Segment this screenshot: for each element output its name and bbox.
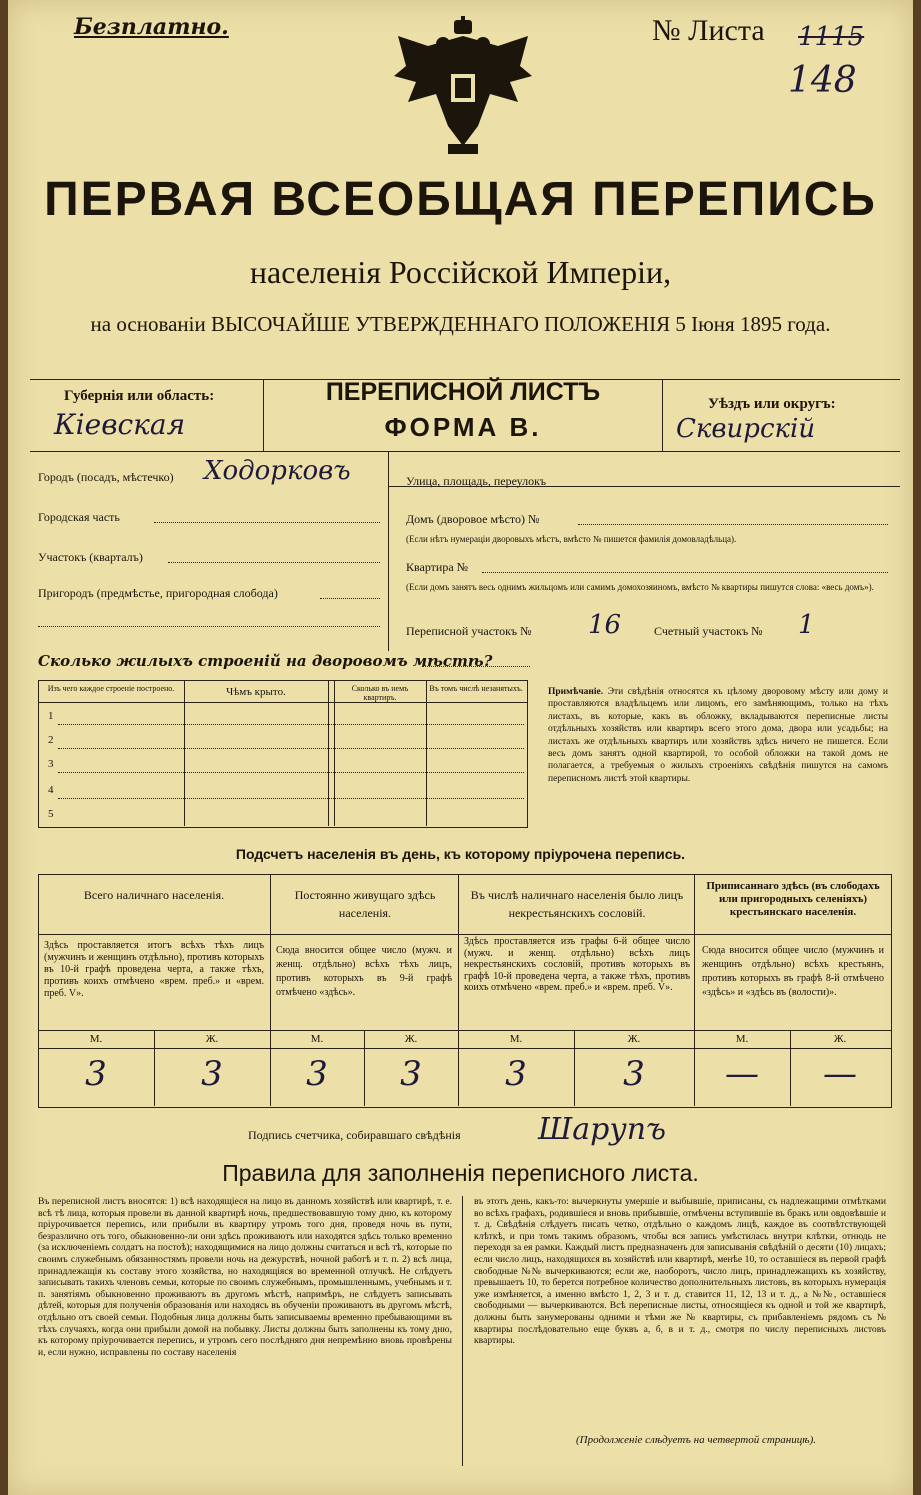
col-header: Сколько въ немъ квартиръ. <box>351 684 409 702</box>
m-label: М. <box>735 1033 749 1045</box>
form-label: ФОРМА В. <box>384 412 542 442</box>
f-label: Ж. <box>404 1033 418 1045</box>
city-part-label: Городская часть <box>38 510 120 524</box>
note-block <box>548 686 888 785</box>
house-note: (Если нѣтъ нумераціи дворовыхъ мѣстъ, вмѣсто № пишется фамилія домовладѣльца). <box>406 534 737 544</box>
population-heading: Подсчетъ населенія въ день, къ которому пріурочена перепись. <box>235 846 686 862</box>
divider <box>662 379 663 451</box>
col-header: Въ томъ числѣ незанятыхъ. <box>429 684 523 693</box>
double-headed-eagle-emblem <box>388 16 538 166</box>
sheet-title: ПЕРЕПИСНОЙ ЛИСТЪ <box>325 378 601 406</box>
gubernia-value: Кіевская <box>54 408 186 441</box>
row-number: 5 <box>48 808 54 820</box>
house-label: Домъ (дворовое мѣсто) № <box>406 512 540 526</box>
city-label: Городъ (посадъ, мѣстечко) <box>38 470 174 484</box>
rule <box>38 1030 891 1031</box>
count-value: 3 <box>623 1054 645 1094</box>
dot-line <box>422 666 530 667</box>
count-value: 3 <box>85 1054 107 1094</box>
dot-line <box>58 724 524 725</box>
dot-line <box>38 626 380 627</box>
sheet-no-struck: 1115 <box>798 22 865 52</box>
count-value: 3 <box>505 1054 527 1094</box>
free-label: Безплатно. <box>74 14 229 40</box>
street-label: Улица, площадь, переулокъ <box>406 474 547 488</box>
count-value: — <box>823 1054 857 1094</box>
rule <box>38 934 891 935</box>
rule <box>38 1048 891 1049</box>
city-value: Ходорковъ <box>204 456 351 486</box>
census-district-value: 16 <box>588 610 622 640</box>
row-number: 2 <box>48 734 54 746</box>
count-district-value: 1 <box>798 610 815 640</box>
dot-line <box>154 522 380 523</box>
f-label: Ж. <box>627 1033 641 1045</box>
sheet-no-label: № Листа <box>652 14 765 47</box>
count-district-label: Счетный участокъ № <box>654 624 763 638</box>
signature-value: Шарупъ <box>538 1112 667 1147</box>
title-sub: населенія Россійской Имперіи, <box>249 254 672 290</box>
count-value: 3 <box>306 1054 328 1094</box>
divider <box>462 1196 463 1466</box>
dot-line <box>58 772 524 773</box>
dot-line <box>482 572 888 573</box>
title-main: ПЕРВАЯ ВСЕОБЩАЯ ПЕРЕПИСЬ <box>44 173 877 226</box>
rules-right-text: въ этотъ день, какъ-то: вычеркнуты умершіе и выбывшіе, приписаны, съ надлежащими отмѣтками во всѣхъ графахъ, родившіеся и вновь прибывшіе, отмѣчены вступившіе въ бракъ или овдовѣвшіе и т. д. Свѣдѣнія слѣдуетъ писать четко, отдѣльно о каждомъ лицѣ, каждое въ соотвѣтствующей клѣткѣ, и при томъ такимъ образомъ, чтобы вся запись умѣстилась внутри клѣтки, отнюдь не переходя за ея рамки. Каждый листъ предназначенъ для записыванія свѣдѣній о десяти (10) лицахъ; если число лицъ, находящихся въ хозяйствѣ или квартирѣ, менѣе 10, то оставшіеся въ первой графѣ свободные №№ вычеркиваются; если же, наоборотъ, число лицъ, принадлежащихъ къ хозяйству, превышаетъ 10, то берется потребное количество дополнительныхъ листовъ, въ которыхъ нумерація уже измѣняется, а именно вмѣсто 1, 2, 3 и т. д. ставится 11, 12, 13 и т. д., а №№, оставшіеся свободными — вычеркиваются. Всѣ переписные листы, относящіеся къ одной и той же квартирѣ, должны быть занумерованы одними и тѣми же № квартиры, съ прибавленіемъ рядомъ съ № квартиры послѣдовательно еще буквъ а, б, в и т. д., смотря по числу переписныхъ листовъ квартиры. <box>474 1196 886 1347</box>
col-desc: Здѣсь проставляется изъ графы 6-й общее число (мужч. и женщ. отдѣльно) всѣхъ лицъ некрестьянскихъ сословій, противъ которыхъ въ графѣ 10-й проведена черта, а также тѣхъ, противъ коихъ отмѣчено «врем. преб.» и «врем. преб. V». <box>464 936 690 993</box>
m-label: М. <box>310 1033 324 1045</box>
census-district-label: Переписной участокъ № <box>406 624 532 638</box>
dot-line <box>320 598 380 599</box>
rules-left-text: Въ переписной листъ вносятся: 1) всѣ находящіеся на лицо въ данномъ хозяйствѣ или квартирѣ, т. е. всѣ тѣ лица, которыя провели въ данной квартирѣ ночь, предшествовавшую тому дню, къ которому пріурочивается перепись, или прибыли въ квартиру утромъ того дня, проведя ночь въ пути, безразлично отъ того, обыкновенно-ли они здѣсь проживаютъ или находятся здѣсь только временно (за исключеніемъ солдатъ на постоѣ); находящимися на лицо должны считаться и всѣ тѣ, которые по своимъ служебнымъ обязанностямъ провели ночь на дежурствѣ, ночной работѣ и т. п. 2) всѣ лица, принадлежащія къ составу этого хозяйства, но находящіяся во временной отлучкѣ. Не слѣдуетъ записывать такихъ членовъ семьи, которые по своимъ служебнымъ, промышленнымъ, учебнымъ и т. п. занятіямъ обыкновенно проживаютъ въ другомъ мѣстѣ, напримѣръ, не слѣдуетъ записывать дѣтей, которыя для полученія образованія или находясь въ обученіи проживаютъ въ другомъ мѣстѣ, отдѣльно отъ своей семьи. Подобныя лица должны быть записываемы временно пребывающими въ тѣхъ случаяхъ, когда они прибыли домой на побывку. Листы должны быть заполнены къ тому дню, къ которому пріурочивается перепись, и утромъ сего послѣдняго дня непремѣнно вновь провѣрены и, если нужно, исправлены по составу населенія <box>38 1196 452 1358</box>
m-label: М. <box>89 1033 103 1045</box>
gubernia-label: Губернія или область: <box>64 388 215 404</box>
prigorod-label: Пригородъ (предмѣстье, пригородная слобода) <box>38 586 278 600</box>
row-number: 1 <box>48 710 54 722</box>
count-value: — <box>725 1054 759 1094</box>
col-title: Приписаннаго здѣсь (въ слободахъ или пригородныхъ селеніяхъ) крестьянскаго населенія. <box>706 880 880 918</box>
col-header: Чѣмъ крыто. <box>226 686 286 698</box>
f-label: Ж. <box>833 1033 847 1045</box>
f-label: Ж. <box>205 1033 219 1045</box>
col-title: Въ числѣ наличнаго населенія было лицъ некрестьянскихъ сословій. <box>470 888 684 920</box>
count-value: 3 <box>201 1054 223 1094</box>
count-value: 3 <box>400 1054 422 1094</box>
col-desc: Сюда вносится общее число (мужчинъ и женщинъ отдѣльно) всѣхъ крестьянъ, противъ которыхъ въ графѣ 8-й отмѣчено «здѣсь» и «здѣсь въ (волости)». <box>702 945 884 998</box>
m-label: М. <box>509 1033 523 1045</box>
rules-heading: Правила для заполненія переписного листа. <box>222 1160 699 1186</box>
col-desc: Здѣсь проставляется итогъ всѣхъ тѣхъ лицъ (мужчинъ и женщинъ отдѣльно), противъ которыхъ въ 10-й графѣ проведена черта, а также тѣхъ, противъ коихъ отмѣчено «врем. преб.» и «врем. преб. V». <box>44 940 264 999</box>
rule <box>38 702 527 703</box>
title-basis: на основаніи ВЫСОЧАЙШЕ УТВЕРЖДЕННАГО ПОЛОЖЕНІЯ 5 Іюня 1895 года. <box>90 312 831 336</box>
uezd-value: Сквирскій <box>676 414 816 444</box>
dot-line <box>578 524 888 525</box>
note-title: Примѣчаніе. <box>548 687 604 697</box>
dot-line <box>58 798 524 799</box>
col-title: Всего наличнаго населенія. <box>83 888 225 902</box>
dot-line <box>168 562 380 563</box>
row-number: 4 <box>48 784 54 796</box>
buildings-question: Сколько жилыхъ строеній на дворовомъ мѣстѣ? <box>38 652 493 670</box>
note-text: Эти свѣдѣнія относятся къ цѣлому дворовому мѣсту или дому и проставляются владѣльцемъ или лицомъ, его замѣняющимъ, только на тѣхъ листахъ, въ которые, какъ въ обложку, вкладываются переписные листы отдѣльныхъ хозяйствъ или квартиръ всего этого дома, двора или усадьбы; на листахъ же отдѣльныхъ квартиръ или хозяйствъ здѣсь ничего не пишется. Если весь домъ занятъ одной квартирой, то особой обложки на такой домъ не полагается, а требуемыя о жилыхъ строеніяхъ свѣдѣнія пишутся на самомъ переписномъ листѣ этой квартиры. <box>548 687 889 784</box>
rules-continued: (Продолженіе слѣдуетъ на четвертой страницѣ). <box>576 1434 816 1446</box>
signature-label: Подпись счетчика, собиравшаго свѣдѣнія <box>248 1128 461 1142</box>
sheet-no-value: 148 <box>788 60 857 101</box>
uezd-label: Уѣздъ или округъ: <box>708 396 836 412</box>
col-header: Изъ чего каждое строеніе построено. <box>47 684 175 693</box>
apartment-label: Квартира № <box>406 560 469 574</box>
row-number: 3 <box>48 758 54 770</box>
rule <box>30 451 900 452</box>
col-title: Постоянно живущаго здѣсь населенія. <box>294 888 436 920</box>
divider <box>388 451 389 651</box>
apartment-note: (Если домъ занятъ весь однимъ жильцомъ или самимъ домохозяиномъ, вмѣсто № квартиры пишутся слова: «весь домъ»). <box>406 582 874 592</box>
census-sheet <box>8 0 913 1495</box>
dot-line <box>58 748 524 749</box>
col-desc: Сюда вносится общее число (мужч. и женщ. отдѣльно) всѣхъ тѣхъ лицъ, противъ которыхъ въ 9-й графѣ отмѣчено «здѣсь». <box>276 945 452 998</box>
uchastok-label: Участокъ (кварталъ) <box>38 550 143 564</box>
